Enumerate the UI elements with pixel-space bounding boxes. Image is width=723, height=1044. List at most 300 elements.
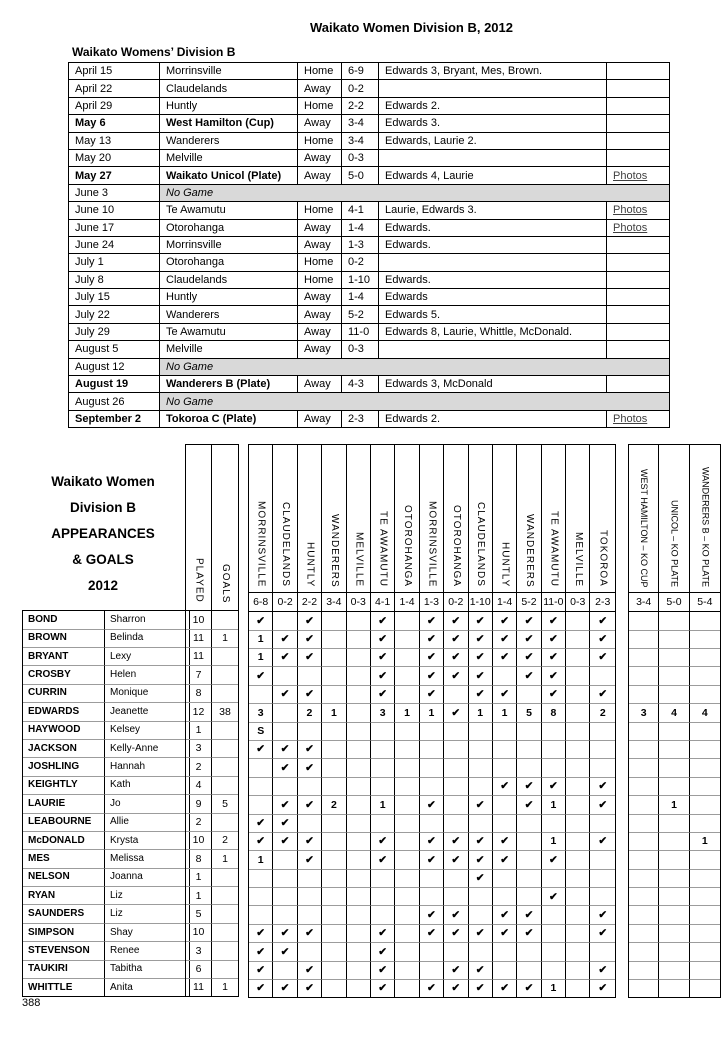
appearance-row [249,704,615,722]
appearance-cell [566,833,590,851]
appearance-cell: ✔ [273,741,297,759]
appearance-cell: ✔ [590,612,615,630]
appearance-cell [322,759,346,777]
fixture-score: 6-9 [342,63,379,80]
player-goals [212,887,238,905]
match-score: 4-1 [371,593,395,612]
appearance-cell [395,612,419,630]
appearance-cell [493,962,517,980]
fixture-venue: Away [298,115,342,132]
player-played: 5 [186,905,212,923]
appearance-cell [371,778,395,796]
appearance-cell [469,943,493,961]
photos-link[interactable]: Photos [613,413,648,425]
player-row [23,814,189,832]
appearance-cell [590,723,615,741]
appearance-cell: ✔ [273,631,297,649]
appearance-cell [298,815,322,833]
player-firstname: Tabitha [105,961,189,979]
appearance-row [629,888,720,906]
appearance-cell [517,686,541,704]
appearance-cell [322,612,346,630]
appearance-cell: ✔ [273,925,297,943]
appearance-cell [322,815,346,833]
appearance-row [249,833,615,851]
appearance-cell: ✔ [371,943,395,961]
appearance-cell [542,906,566,924]
opponent-header-cell [347,445,371,593]
appearance-cell: 1 [542,980,566,997]
player-row [23,630,189,648]
appearance-cell [690,870,720,888]
appearance-cell: ✔ [598,982,608,995]
photos-link[interactable]: Photos [613,169,648,182]
fixture-score: 4-3 [342,376,379,393]
played-goals-table [185,444,239,997]
appearance-cell [493,759,517,777]
appearance-cell: ✔ [298,741,322,759]
cup-grid [628,444,721,998]
fixture-opponent: Wanderers [160,132,298,149]
appearance-cell: ✔ [420,686,444,704]
league-grid [248,444,616,998]
fixture-row [69,115,670,132]
goals-header-cell [212,445,238,611]
appearance-cell [690,649,720,667]
appearance-cell [629,612,659,630]
appearance-cell [322,778,346,796]
appearance-cell [322,888,346,906]
fixture-score: 11-0 [342,323,379,340]
appearances-title-line: Waikato Women [51,474,155,490]
appearance-cell [690,925,720,943]
appearance-cell: ✔ [590,906,615,924]
appearance-cell [469,888,493,906]
appearances-section [0,444,723,1029]
appearance-cell [395,833,419,851]
appearance-cell [444,723,468,741]
match-score: 5-4 [690,593,720,612]
appearance-cell [298,778,322,796]
appearance-cell [566,906,590,924]
fixture-venue: Home [298,63,342,80]
fixture-row [69,410,670,427]
player-played: 10 [186,924,212,942]
appearance-cell: 4 [659,704,689,722]
played-goals-row [186,832,238,850]
opponent-header-label: CLAUDELANDS [280,502,292,588]
appearance-cell [347,686,371,704]
appearance-cell: ✔ [542,851,566,869]
player-firstname: Belinda [105,630,189,648]
played-goals-row [186,685,238,703]
appearance-cell: ✔ [249,612,273,630]
appearance-cell: ✔ [590,686,615,704]
player-goals [212,924,238,942]
fixture-date: July 1 [69,254,160,271]
fixture-photos-cell [607,132,670,149]
player-surname: JACKSON [23,740,105,758]
appearance-cell: ✔ [493,833,517,851]
appearance-cell: ✔ [273,649,297,667]
appearance-cell: ✔ [517,631,541,649]
appearance-cell [469,723,493,741]
appearance-cell [469,759,493,777]
appearance-row [629,667,720,685]
appearance-cell [347,723,371,741]
appearance-cell: ✔ [444,980,468,997]
fixture-photos-cell [607,63,670,80]
fixture-row [69,393,670,410]
player-firstname: Krysta [105,832,189,850]
appearance-cell [322,962,346,980]
fixture-score: 5-0 [342,167,379,184]
fixture-scorers: Edwards. [379,219,607,236]
appearance-cell: ✔ [298,925,322,943]
appearance-cell [322,741,346,759]
fixture-scorers: Edwards. [379,236,607,253]
fixture-opponent: Claudelands [160,80,298,97]
appearance-cell: ✔ [249,667,273,685]
appearance-cell: ✔ [298,631,322,649]
appearance-cell [517,870,541,888]
player-row [23,777,189,795]
player-row [23,685,189,703]
appearance-cell: 1 [395,704,419,722]
player-goals [212,685,238,703]
player-firstname: Kath [105,777,189,795]
opponent-header-cell [517,445,541,593]
player-row [23,740,189,758]
player-surname: EDWARDS [23,703,105,721]
played-goals-row [186,869,238,887]
appearance-cell: ✔ [249,980,273,997]
appearance-row [629,833,720,851]
fixture-row [69,236,670,253]
fixture-opponent: Melville [160,341,298,358]
appearance-cell [566,686,590,704]
appearance-cell [469,778,493,796]
appearance-cell: ✔ [273,796,297,814]
appearance-cell [690,851,720,869]
fixture-date: April 15 [69,63,160,80]
fixture-row [69,306,670,323]
appearance-cell [629,943,659,961]
appearance-cell [322,851,346,869]
appearance-cell [629,723,659,741]
appearance-cell [395,649,419,667]
appearance-cell [249,888,273,906]
appearance-cell [322,833,346,851]
fixture-date: August 12 [69,358,160,375]
fixture-row [69,167,670,184]
fixture-opponent: Otorohanga [160,254,298,271]
appearance-cell [629,851,659,869]
opponent-header-cell [542,445,566,593]
appearance-cell: ✔ [469,796,493,814]
opponent-header-label: UNICOL – KO PLATE [669,500,680,588]
opponent-header-cell [659,445,689,593]
fixture-score: 1-3 [342,236,379,253]
appearance-cell [690,723,720,741]
opponent-header-cell [690,445,720,593]
appearance-cell [322,686,346,704]
player-played: 11 [186,648,212,666]
appearance-cell: ✔ [444,612,468,630]
appearance-cell: ✔ [371,686,395,704]
appearance-cell [347,906,371,924]
player-surname: SIMPSON [23,924,105,942]
appearance-cell [444,870,468,888]
match-score: 5-2 [517,593,541,612]
appearance-cell: ✔ [444,962,468,980]
player-firstname: Allie [105,814,189,832]
fixture-scorers: Edwards 4, Laurie [379,167,607,184]
match-score: 2-3 [590,593,615,612]
appearance-cell [469,741,493,759]
cup-grid-body [629,445,720,997]
appearance-cell [690,888,720,906]
appearance-cell [395,796,419,814]
appearance-cell [347,667,371,685]
player-surname: McDONALD [23,832,105,850]
appearance-cell: ✔ [493,612,517,630]
appearance-cell: ✔ [444,833,468,851]
player-goals [212,942,238,960]
match-score: 0-3 [566,593,590,612]
appearance-row [249,980,615,997]
player-firstname: Kelsey [105,722,189,740]
fixture-score: 2-2 [342,97,379,114]
appearance-row [249,906,615,924]
player-played: 2 [186,758,212,776]
player-goals [212,722,238,740]
player-firstname: Renee [105,942,189,960]
appearance-cell [273,962,297,980]
appearance-cell [517,851,541,869]
appearance-cell: ✔ [371,980,395,997]
opponent-header-cell [273,445,297,593]
appearance-cell [659,612,689,630]
fixture-scorers [379,149,607,166]
appearance-cell [273,612,297,630]
appearance-cell [590,741,615,759]
match-score: 11-0 [542,593,566,612]
fixture-opponent: Morrinsville [160,63,298,80]
appearance-cell [566,631,590,649]
player-surname: BOND [23,611,105,629]
opponent-header-label: TOKOROA [597,530,609,588]
fixture-date: August 19 [69,376,160,393]
appearance-cell: ✔ [420,906,444,924]
appearance-cell [659,723,689,741]
appearance-cell: ✔ [493,906,517,924]
appearance-cell [322,870,346,888]
appearance-cell [395,906,419,924]
appearance-cell [298,870,322,888]
fixture-date: August 26 [69,393,160,410]
appearance-cell [659,925,689,943]
player-goals [212,777,238,795]
appearance-cell: ✔ [420,796,444,814]
appearance-cell: ✔ [493,631,517,649]
appearance-cell [395,851,419,869]
league-grid-body [249,445,615,997]
fixture-photos-cell [607,236,670,253]
fixture-photos-cell [607,341,670,358]
played-goals-row [186,961,238,979]
appearance-row [629,906,720,924]
fixture-photos-cell [607,289,670,306]
opponent-header-label: MORRINSVILLE [255,500,267,588]
played-goals-header-row [186,445,238,611]
photos-link[interactable]: Photos [613,221,648,234]
appearance-cell: 1 [420,704,444,722]
appearance-cell [273,906,297,924]
appearance-cell: ✔ [249,943,273,961]
grid-score-row [249,593,615,612]
appearance-cell [347,943,371,961]
appearance-cell [322,925,346,943]
appearance-cell [493,888,517,906]
page-title: Waikato Women Division B, 2012 [310,20,513,35]
player-firstname: Monique [105,685,189,703]
played-goals-row [186,777,238,795]
player-firstname: Jeanette [105,703,189,721]
player-firstname: Shay [105,924,189,942]
appearance-cell [690,796,720,814]
appearance-cell [395,980,419,997]
fixture-scorers: Edwards 2. [379,97,607,114]
appearance-cell [469,815,493,833]
appearance-cell: ✔ [542,888,566,906]
appearance-row [249,778,615,796]
appearance-cell: 1 [690,833,720,851]
appearances-title-line: APPEARANCES [51,526,155,542]
photos-link[interactable]: Photos [613,204,648,217]
fixture-score: 3-4 [342,115,379,132]
appearance-cell [590,870,615,888]
appearance-cell: ✔ [298,833,322,851]
played-goals-row [186,887,238,905]
fixture-scorers: Edwards [379,289,607,306]
appearance-cell [542,870,566,888]
appearance-cell: ✔ [444,631,468,649]
appearance-cell [371,759,395,777]
appearance-cell [542,741,566,759]
appearance-cell [395,723,419,741]
player-played: 1 [186,722,212,740]
match-score: 0-2 [273,593,297,612]
fixture-opponent: Te Awamutu [160,323,298,340]
fixture-scorers: Edwards 3, Bryant, Mes, Brown. [379,63,607,80]
appearance-cell: ✔ [371,631,395,649]
appearance-cell [493,667,517,685]
fixture-score: 2-3 [342,410,379,427]
appearance-row [249,851,615,869]
appearance-cell [629,815,659,833]
grid-header-row [249,445,615,593]
appearance-cell: ✔ [420,833,444,851]
fixture-venue: Away [298,149,342,166]
fixture-row [69,97,670,114]
fixture-opponent: Claudelands [160,271,298,288]
appearance-cell [517,723,541,741]
appearance-cell: ✔ [298,980,322,997]
fixtures-table [68,62,670,428]
appearance-cell [347,649,371,667]
fixture-photos-cell [607,376,670,393]
player-row [23,722,189,740]
fixtures-table-body [69,63,670,428]
player-surname: JOSHLING [23,758,105,776]
appearance-cell [420,759,444,777]
player-firstname: Jo [105,795,189,813]
fixture-venue: Home [298,97,342,114]
opponent-header-label: MORRINSVILLE [426,500,438,588]
appearance-cell: ✔ [249,962,273,980]
appearance-cell: 1 [249,851,273,869]
fixture-photos-cell [607,202,670,219]
fixture-date: June 17 [69,219,160,236]
fixture-venue: Home [298,132,342,149]
appearances-title-line: & GOALS [72,552,134,568]
appearance-cell [395,888,419,906]
appearance-cell: 1 [542,796,566,814]
appearance-cell [322,980,346,997]
appearance-cell [690,962,720,980]
appearance-cell [273,704,297,722]
match-score: 0-2 [444,593,468,612]
fixture-row [69,80,670,97]
appearance-cell: ✔ [590,778,615,796]
opponent-header-cell [395,445,419,593]
match-score: 1-3 [420,593,444,612]
appearance-cell [371,723,395,741]
appearance-cell [566,962,590,980]
player-firstname: Liz [105,887,189,905]
goals-header-label: GOALS [220,563,231,604]
appearance-cell [690,943,720,961]
appearance-cell: ✔ [298,759,322,777]
appearance-cell [629,962,659,980]
match-score: 1-4 [395,593,419,612]
appearance-cell: ✔ [371,833,395,851]
appearance-cell [659,667,689,685]
appearance-cell [249,796,273,814]
appearance-cell [590,851,615,869]
opponent-header-label: OTOROHANGA [402,505,414,588]
appearance-cell [690,759,720,777]
fixture-score: 1-4 [342,289,379,306]
fixture-row [69,376,670,393]
played-goals-row [186,722,238,740]
appearance-cell: ✔ [469,870,493,888]
season-subtitle: Waikato Womens’ Division B [72,45,236,59]
player-surname: NELSON [23,869,105,887]
opponent-header-label: MELVILLE [353,532,365,588]
opponent-header-label: WEST HAMILTON – KO CUP [639,468,650,588]
appearance-cell: ✔ [493,686,517,704]
appearance-cell: ✔ [493,980,517,997]
player-played: 1 [186,887,212,905]
appearance-cell: 2 [590,704,615,722]
appearance-cell [566,759,590,777]
player-surname: LEABOURNE [23,814,105,832]
appearance-cell [347,833,371,851]
appearance-cell [566,723,590,741]
appearance-cell [420,962,444,980]
